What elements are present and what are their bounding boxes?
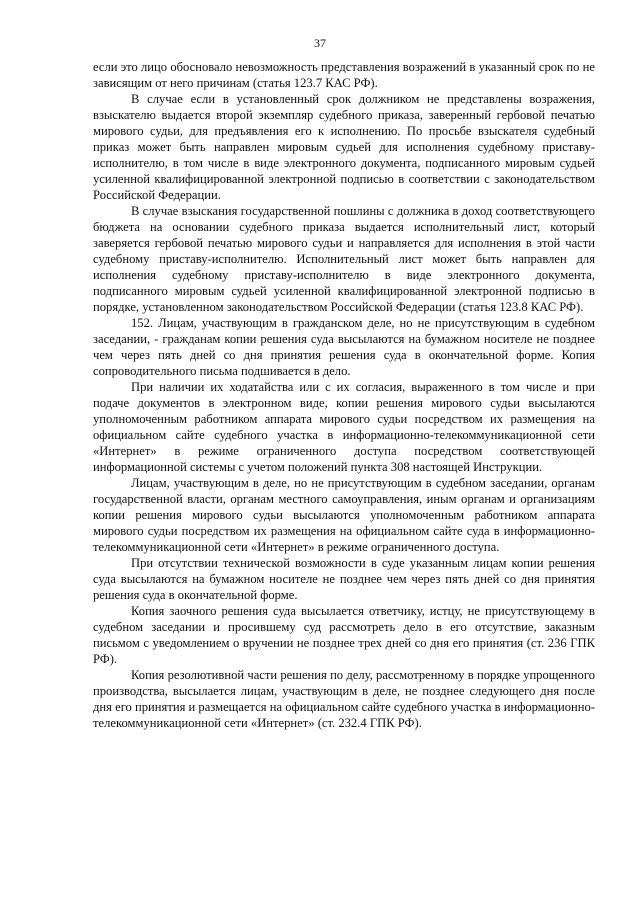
paragraph: В случае если в установленный срок должником не представлены возражения, взыскателю выдается второй экземпляр судебного приказа, заверенный гербовой печатью мирового судьи, для предъявления его к исполнению. По просьбе взыскателя судебный приказ может быть направлен мировым судьей для исполнения судебному приставу-исполнителю, в том числе в виде электронного документа, подписанного мировым судьей усиленной квалифицированной электронной подписью в соответствии с законодательством Российской Федерации.	[93, 92, 595, 202]
paragraph-continuation: если это лицо обосновало невозможность представления возражений в указанный срок по не зависящим от него причинам (статья 123.7 КАС РФ).	[93, 60, 595, 90]
paragraph: Копия резолютивной части решения по делу, рассмотренному в порядке упрощенного производства, высылается лицам, участвующим в деле, не позднее следующего дня после дня его принятия и размещается на официальном сайте судебного участка в информационно-телекоммуникационной сети «Интернет» (ст. 232.4 ГПК РФ).	[93, 668, 595, 730]
document-body	[93, 59, 595, 731]
paragraph: Лицам, участвующим в деле, но не присутствующим в судебном заседании, органам государственной власти, органам местного самоуправления, иным органам и организациям копии решения мирового судьи высылаются уполномоченным работником аппарата мирового судьи посредством их размещения на официальном сайте суда в информационно-телекоммуникационной сети «Интернет» в режиме ограниченного доступа.	[93, 476, 595, 554]
paragraph-item-152: 152. Лицам, участвующим в гражданском деле, но не присутствующим в судебном заседании, - гражданам копии решения суда высылаются на бумажном носителе не позднее чем через пять дней со дня принятия решения суда в окончательной форме. Копия сопроводительного письма подшивается в дело.	[93, 316, 595, 378]
page-number: 37	[314, 36, 326, 50]
paragraph: При отсутствии технической возможности в суде указанным лицам копии решения суда высылаются на бумажном носителе не позднее чем через пять дней со дня принятия решения суда в окончательной форме.	[93, 556, 595, 602]
paragraph: При наличии их ходатайства или с их согласия, выраженного в том числе и при подаче документов в электронном виде, копии решения мирового судьи высылаются уполномоченным работником аппарата мирового судьи посредством их размещения на официальном сайте судебного участка в информационно-телекоммуникационной сети «Интернет» в режиме ограниченного доступа посредством соответствующей информационной системы с учетом положений пункта 308 настоящей Инструкции.	[93, 380, 595, 474]
paragraph: Копия заочного решения суда высылается ответчику, истцу, не присутствующему в судебном заседании и просившему суд рассмотреть дело в его отсутствие, заказным письмом с уведомлением о вручении не позднее трех дней со дня его принятия (ст. 236 ГПК РФ).	[93, 604, 595, 666]
paragraph: В случае взыскания государственной пошлины с должника в доход соответствующего бюджета на основании судебного приказа выдается исполнительный лист, который заверяется гербовой печатью мирового судьи и направляется для исполнения в этой части судебному приставу-исполнителю. Исполнительный лист может быть направлен для исполнения судебному приставу-исполнителю в виде электронного документа, подписанного мировым судьей усиленной квалифицированной электронной подписью в порядке, установленном законодательством Российской Федерации (статья 123.8 КАС РФ).	[93, 204, 595, 314]
